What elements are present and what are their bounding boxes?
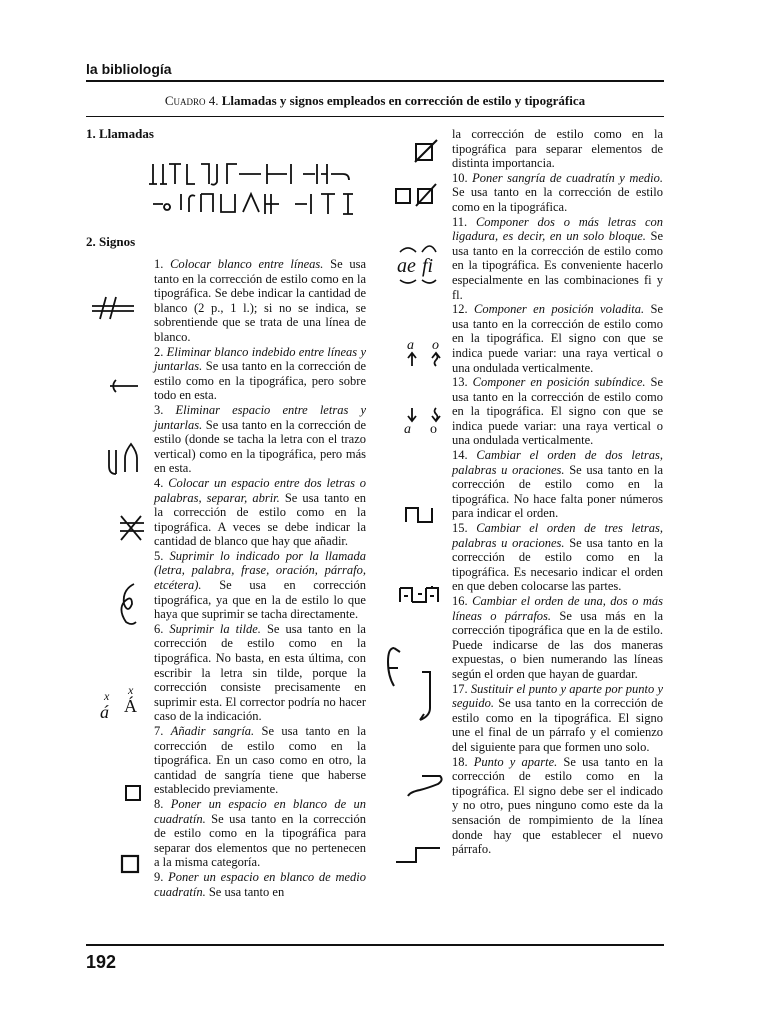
entry-number: 10. (452, 170, 473, 185)
entry-1 (154, 257, 366, 345)
folio: 192 (86, 952, 117, 972)
swap-three-icon (398, 584, 442, 606)
entry-body: Se usa tanto en la corrección de estilo como en la tipográfica. El signo une el final de un párrafo y el comienzo del siguiente para que formen uno solo. (452, 696, 663, 754)
entry-heading: Suprimir la tilde. (169, 621, 261, 636)
entry-heading: Cambiar el orden de dos letras, palabras u oraciones. (452, 448, 664, 477)
entry-number: 11. (452, 214, 476, 229)
entry-9 (154, 870, 366, 899)
entry-heading: Eliminar blanco indebido entre líneas y juntarlas. (154, 344, 366, 374)
entry-heading: Cambiar el orden de una, dos o más líneas o párrafos. (452, 594, 664, 623)
entry-number: 5. (154, 548, 170, 563)
entry-heading: Cambiar el orden de tres letras, palabras u oraciones. (452, 521, 664, 550)
close-up-letters-icon (105, 442, 145, 478)
entry-number: 2. (154, 344, 167, 359)
entry-number: 7. (154, 724, 171, 738)
entry-body: Se usa tanto en la corrección de estilo como en la tipográfica. (452, 185, 663, 214)
entry-heading: Poner sangría de cuadratín y medio. (472, 170, 663, 185)
entry-heading: Componer en posición voladita. (474, 302, 645, 317)
entry-18 (452, 755, 663, 857)
right-column (452, 127, 663, 857)
entry-body: Se usa más en la corrección tipográfica que en la de estilo. Puede indicarse de las dos maneras expuestas, o bien numerando las líneas según el orden que hayan de guardar. (452, 608, 663, 681)
cuadro-title: Llamadas y signos empleados en corrección de estilo y tipográfica (221, 93, 586, 108)
tilde-glyph-right: x Á (124, 683, 137, 716)
reorder-lines-icon (384, 644, 444, 724)
entry-heading: Añadir sangría. (170, 724, 255, 738)
entry-heading: Sustituir el punto y aparte por punto y seguido. (452, 681, 664, 711)
entry-heading: Punto y aparte. (473, 754, 558, 769)
entry-heading: Componer en posición subíndice. (472, 375, 646, 390)
entry-heading: Suprimir lo indicado por la llamada (letra, palabra, frase, oración, párrafo, etcétera). (154, 548, 366, 593)
entry-number: 13. (452, 375, 473, 390)
header-rule (86, 80, 664, 82)
box-7-icon (124, 784, 142, 802)
entry-number: 8. (154, 796, 171, 811)
entry-10 (452, 171, 663, 215)
llamadas-marks (145, 160, 375, 220)
footer-rule (86, 944, 664, 946)
entry-body: Se usa tanto en la corrección de estilo como en la tipográfica. No hace falta poner números para indicar el orden. (452, 462, 664, 521)
entry-body: Se usa tanto en la corrección de estilo como en la tipográfica. El signo con que se indica puede variar: una raya vertical o una ondulada verticalmente. (452, 302, 664, 375)
ligature-fi: fi (422, 255, 434, 277)
entry-cont (452, 127, 663, 171)
caption-rule (86, 116, 664, 117)
superscript-arrows-icon (402, 350, 448, 366)
entry-5 (154, 549, 366, 622)
entry-body: Se usa tanto en la corrección de estilo como en la tipográfica. El signo con que se indica puede variar: una raya vertical o una ondulada verticalmente. (452, 375, 664, 448)
entry-number: 16. (452, 594, 473, 608)
entry-number: 15. (452, 521, 477, 536)
entry-number: 9. (154, 869, 169, 884)
entry-15 (452, 521, 663, 594)
close-up-lines-icon (100, 376, 140, 396)
spacing-mark-icon (90, 295, 140, 321)
entry-12 (452, 302, 663, 375)
ligature-ae: ae (397, 255, 416, 277)
entry-heading: Poner un espacio en blanco de medio cuadratín. (154, 869, 366, 899)
section-llamadas: 1. Llamadas (86, 126, 154, 141)
insert-space-icon (118, 513, 146, 543)
entry-number: 14. (452, 448, 477, 463)
ligature-arcs-icon (396, 240, 446, 290)
entry-4 (154, 476, 366, 549)
entry-body: Se usa tanto en la corrección de estilo como en la tipográfica para separar dos elementos que no pertenecen a la misma categoría. (154, 811, 366, 870)
slash-box-icon (413, 138, 439, 164)
box-8-icon (120, 854, 140, 874)
entry-number: 3. (154, 402, 176, 417)
entry-heading: Poner un espacio en blanco de un cuadratín. (154, 796, 366, 826)
superscript-a: a (407, 338, 414, 353)
entry-body: Se usa tanto en la corrección de estilo como en la tipográfica. Es conveniente hacerlo especialmente en las combinaciones fi y fl. (452, 229, 664, 302)
entry-3 (154, 403, 366, 476)
tilde-glyph-left: x á (100, 689, 110, 722)
entry-17 (452, 682, 663, 755)
entry-number: 6. (154, 621, 170, 636)
entry-2 (154, 345, 366, 403)
cuadro-caption (86, 93, 664, 109)
entry-heading: Componer dos o más letras con ligadura, es decir, en un solo bloque. (452, 214, 663, 244)
entry-body: Se usa tanto en la corrección de estilo como en la tipográfica. Es necesario indicar el orden en que deben colocarse las partes. (452, 535, 664, 594)
entry-heading: Colocar un espacio entre dos letras o palabras, separar, abrir. (154, 475, 366, 505)
entry-body: Se usa tanto en (205, 884, 285, 899)
entry-number: 12. (452, 302, 474, 317)
section-signos: 2. Signos (86, 234, 136, 249)
entry-13 (452, 375, 663, 448)
entry-8 (154, 797, 366, 870)
superscript-o: o (432, 338, 439, 353)
run-in-icon (406, 768, 446, 796)
left-column (154, 257, 366, 899)
entry-number: 18. (452, 754, 474, 769)
entry-body: Se usa tanto en la corrección de estilo como en la tipográfica. En un caso como en otro, la cantidad de sangría tiene que haberse establecido previamente. (154, 724, 366, 797)
running-head: la bibliología (86, 61, 172, 77)
entry-body: Se usa tanto en la corrección de estilo como en la tipográfica. El signo debe ser el indicado y no otro, pues ninguno como este da la sensación de rompimiento de la línea donde hay que establecer el nuevo párrafo. (452, 754, 664, 857)
entry-body: Se usa tanto en la corrección de estilo como en la tipográfica, pero sobre todo en esta. (154, 359, 366, 403)
entry-body: Se usa tanto en la corrección de estilo (donde se tacha la letra con el trazo vertical) como en la tipográfica, pero más en esta. (154, 417, 366, 476)
new-paragraph-icon (394, 842, 444, 870)
entry-body: la corrección de estilo como en la tipográfica para separar elementos de distinta importancia. (452, 127, 663, 171)
cuadro-label: Cuadro 4. (164, 93, 219, 108)
swap-two-icon (403, 504, 437, 524)
entry-body: Se usa tanto en la corrección de estilo como en la tipográfica. Se debe indicar la cantidad de blanco (2 p., 1 l.); si no se indica, se sobrentiende que se trata de una línea de blanco. (154, 257, 367, 344)
entry-body: Se usa en corrección tipográfica, ya que en la de estilo lo que haya que suprimir se tacha directamente. (154, 578, 366, 622)
entry-number: 1. (154, 257, 171, 271)
entry-number: 17. (452, 681, 471, 696)
delete-mark-icon (116, 580, 142, 630)
entry-11 (452, 215, 663, 303)
entry-14 (452, 448, 663, 521)
subscript-a: a (404, 422, 411, 437)
box-slash-pair-icon (394, 182, 444, 208)
entry-7 (154, 724, 366, 797)
subscript-o: o (430, 422, 437, 437)
entry-body: Se usa tanto en la corrección de estilo como en la tipográfica. No basta, en esta última, con escribir la letra sin tilde, porque la corrección consiste precisamente en suprimir esta. El corrector podría no hacer caso de la indicación. (154, 621, 366, 724)
entry-number: 4. (154, 475, 169, 490)
entry-body: Se usa tanto en la corrección de estilo como en la tipográfica. A veces se debe indicar la cantidad de blanco que hay que añadir. (154, 490, 366, 549)
entry-16 (452, 594, 663, 682)
entry-heading: Eliminar espacio entre letras y juntarlas. (154, 402, 367, 432)
entry-6 (154, 622, 366, 724)
entry-heading: Colocar blanco entre líneas. (170, 257, 324, 271)
